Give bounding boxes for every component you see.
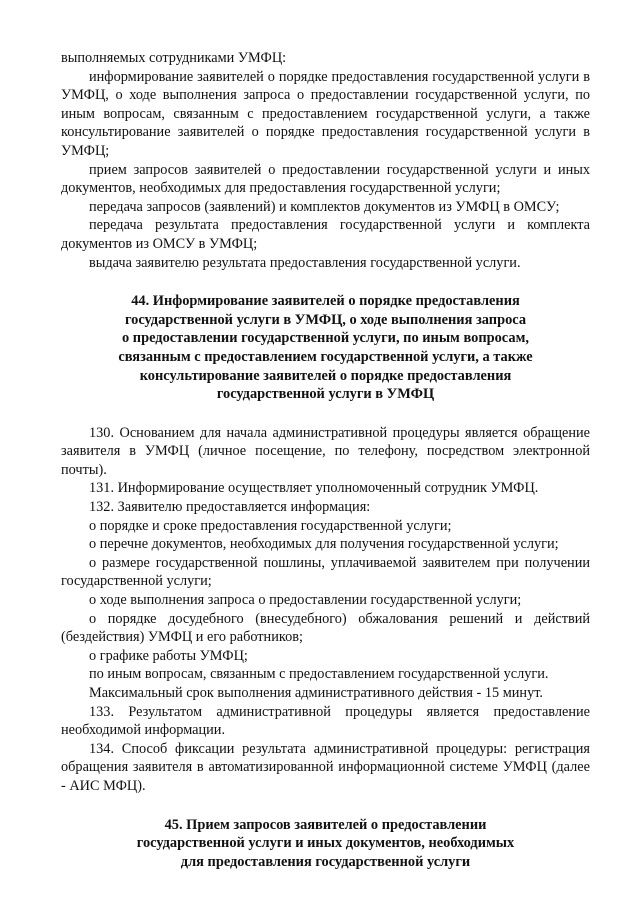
- heading-line: государственной услуги в УМФЦ: [216, 386, 435, 403]
- list-item: о порядке досудебного (внесудебного) обжалования решений и действий (бездействия) УМФЦ и его работников;: [61, 610, 590, 646]
- paragraph: выполняемых сотрудниками УМФЦ:: [61, 50, 287, 66]
- paragraph-131: 131. Информирование осуществляет уполномоченный сотрудник УМФЦ.: [89, 480, 539, 497]
- paragraph-134: 134. Способ фиксации результата административной процедуры: регистрация обращения заявителя в автоматизированной информационной системе УМФЦ (далее - АИС МФЦ).: [61, 740, 590, 794]
- list-item: о перечне документов, необходимых для получения государственной услуги;: [89, 536, 559, 553]
- paragraph: прием запросов заявителей о предоставлении государственной услуги и иных документов, необходимых для предоставления государственной услуги;: [61, 161, 590, 197]
- paragraph-130: 130. Основанием для начала административной процедуры является обращение заявителя в УМФЦ (личное посещение, по телефону, посредством электронной почты).: [61, 424, 590, 478]
- section-heading-44: [61, 292, 590, 404]
- paragraph: информирование заявителей о порядке предоставления государственной услуги в УМФЦ, о ходе выполнения запроса о предоставлении государственной услуги, по иным вопросам, связанным с предоставлением государственной услуги, а также консультирование заявителей о порядке предоставления государственной услуги в УМФЦ;: [61, 68, 590, 159]
- heading-line: консультирование заявителей о порядке предоставления: [139, 367, 512, 384]
- paragraph-132: 132. Заявителю предоставляется информация:: [89, 499, 371, 516]
- list-item: о порядке и сроке предоставления государственной услуги;: [89, 517, 452, 534]
- heading-line: для предоставления государственной услуги: [180, 853, 471, 870]
- paragraph: передача результата предоставления государственной услуги и комплекта документов из ОМСУ в УМФЦ;: [61, 217, 590, 252]
- list-item: о размере государственной пошлины, уплачиваемой заявителем при получении государственной услуги;: [61, 554, 590, 590]
- paragraph: выдача заявителю результата предоставления государственной услуги.: [89, 254, 521, 271]
- paragraph: передача запросов (заявлений) и комплектов документов из УМФЦ в ОМСУ;: [89, 198, 560, 215]
- heading-line: государственной услуги и иных документов, необходимых: [136, 835, 515, 852]
- paragraph-max-time: Максимальный срок выполнения административного действия - 15 минут.: [89, 685, 543, 701]
- heading-line: 45. Прием запросов заявителей о предоставлении: [164, 816, 487, 833]
- list-item: о графике работы УМФЦ;: [89, 647, 248, 664]
- heading-line: 44. Информирование заявителей о порядке предоставления: [131, 293, 520, 310]
- paragraph-133: 133. Результатом административной процедуры является предоставление необходимой информации.: [61, 703, 590, 739]
- paragraph-group-44: [61, 424, 590, 796]
- list-item: о ходе выполнения запроса о предоставлении государственной услуги;: [89, 592, 522, 609]
- heading-line: государственной услуги в УМФЦ, о ходе выполнения запроса: [124, 311, 527, 328]
- heading-line: связанным с предоставлением государственной услуги, а также: [118, 348, 533, 365]
- list-item: по иным вопросам, связанным с предоставлением государственной услуги.: [89, 666, 549, 683]
- paragraph-group-top: [61, 49, 590, 272]
- section-heading-45: [61, 816, 590, 872]
- heading-line: о предоставлении государственной услуги, по иным вопросам,: [122, 330, 529, 347]
